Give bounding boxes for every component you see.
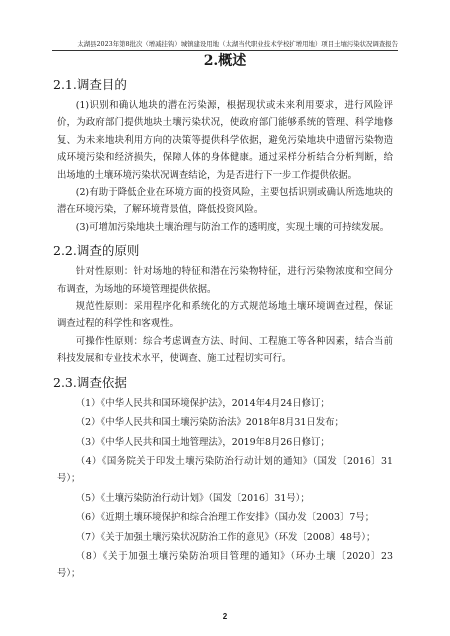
running-header: 太湖县2023年第8批次（增减挂钩）城镇建设用地（太湖当代职业技术学校扩增用地）项目土壤污染状况调查报告	[77, 40, 398, 48]
purpose-paragraph: (3)可增加污染地块土壤治理与防治工作的透明度，实现土壤的可持续发展。	[75, 221, 390, 233]
principle-paragraph: 可操作性原则：综合考虑调查方法、时间、工程施工等各种因素，结合当前科技发展和专业技术水平，使调查、施工过程切实可行。	[57, 335, 393, 365]
basis-list-item: （5）《土壤污染防治行动计划》（国发〔2016〕31号）；	[75, 492, 310, 504]
purpose-paragraph: (2)有助于降低企业在环境方面的投资风险，主要包括识别或确认所选地块的潜在环境污染，了解环境背景值，降低投资风险。	[57, 187, 393, 216]
basis-list-item: （3）《中华人民共和国土地管理法》，2019年8月26日修订；	[75, 436, 330, 448]
basis-list-item: （1）《中华人民共和国环境保护法》，2014年4月24日修订；	[75, 397, 330, 409]
page-number: 2	[222, 612, 228, 621]
header-divider	[52, 50, 398, 51]
basis-list-item: （4）《国务院关于印发土壤污染防治行动计划的通知》（国发〔2016〕31号）；	[57, 455, 393, 485]
basis-list-item: （8）《关于加强土壤污染防治项目管理的通知》（环办土壤〔2020〕23号）；	[57, 550, 393, 580]
page-content	[53, 52, 393, 585]
basis-list-item: （7）《关于加强土壤污染状况防治工作的意见》（环发〔2008〕48号）；	[75, 531, 376, 543]
basis-list-item: （2）《中华人民共和国土壤污染防治法》2018年8月31日发布；	[75, 417, 344, 429]
principle-paragraph: 规范性原则：采用程序化和系统化的方式规范场地土壤环境调查过程，保证调查过程的科学性和客观性。	[57, 301, 393, 330]
basis-list-item: （6）《近期土壤环境保护和综合治理工作安排》（国办发〔2003〕7号；	[75, 512, 375, 524]
section-title-basis: 2.3.调查依据	[53, 374, 127, 390]
section-title-principles: 2.2.调查的原则	[53, 243, 140, 259]
chapter-title: 2.概述	[203, 53, 247, 69]
purpose-paragraph: (1)识别和确认地块的潜在污染源，根据现状或未来利用要求，进行风险评价，为政府部门提供地块土壤污染状况，使政府部门能够系统的管理、科学地修复、为未来地块利用方向的决策等提供科学依据，避免污染地块中遗留污染物造成环境污染和经济损失，保障人体的身体健康。通过采样分析结合分析判断，给出场地的土壤环境污染状况调查结论，为是否进行下一步工作提供依据。	[57, 100, 393, 181]
section-title-purpose: 2.1.调查目的	[53, 77, 127, 92]
principle-paragraph: 针对性原则：针对场地的特征和潜在污染物特征，进行污染物浓度和空间分布调查，为场地的环境管理提供依据。	[57, 266, 393, 295]
